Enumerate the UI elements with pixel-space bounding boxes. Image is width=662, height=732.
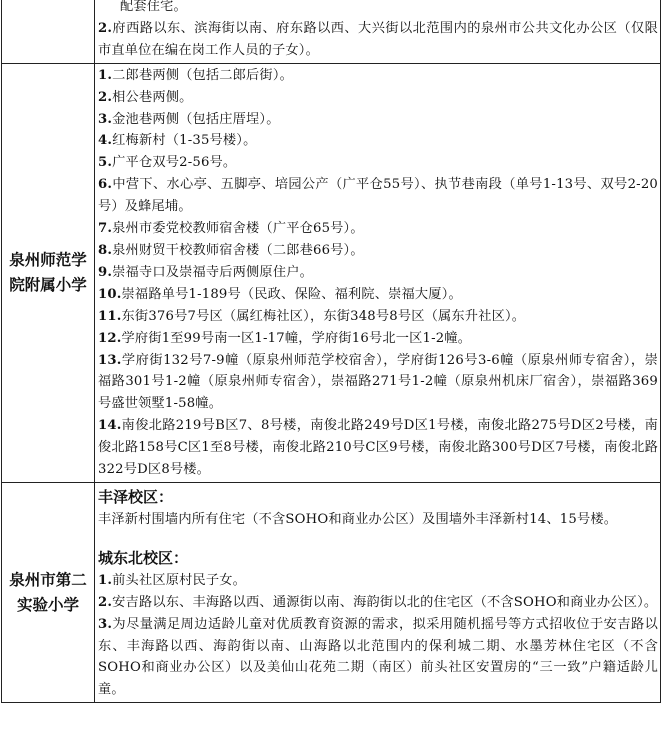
table-row — [2, 0, 661, 63]
campus-title: 丰泽校区： — [98, 487, 174, 506]
list-item: 12.学府街1至99号南一区1-17幢，学府街16号北一区1-2幢。 — [98, 330, 472, 346]
school-name: 泉州市第二实验小学 — [9, 570, 87, 614]
list-item: 14.南俊北路219号B区7、8号楼，南俊北路249号D区1号楼，南俊北路275号D区2号楼，南俊北路158号C区1至8号楼，南俊北路210号C区9号楼，南俊北路300号D区7号楼，南俊北路322号D区8号楼。 — [98, 418, 658, 478]
list-item: 13.学府街132号7-9幢（原泉州师范学校宿舍），学府街126号3-6幢（原泉州师专宿舍），崇福路301号1-2幢（原泉州师专宿舍），崇福路271号1-2幢（原泉州机床厂宿舍），崇福路369号盛世领墅1-58幢。 — [98, 352, 658, 412]
list-item: 1.前头社区原村民子女。 — [98, 572, 247, 588]
list-item: 3.为尽量满足周边适龄儿童对优质教育资源的需求，拟采用随机摇号等方式招收位于安吉路以东、丰海路以西、海韵街以南、山海路以北范围内的保利城二期、水墨芳林住宅区（不含SOHO和商业办公区）以及美仙山花苑二期（南区）前头社区安置房的“三一致”户籍适龄儿童。 — [98, 616, 658, 698]
area-list-cell — [95, 0, 661, 63]
area-list-cell — [95, 482, 661, 702]
spacer — [98, 531, 658, 545]
list-item: 2.安吉路以东、丰海路以西、通源街以南、海韵街以北的住宅区（不含SOHO和商业办公区）。 — [98, 594, 658, 610]
list-item: 10.崇福路单号1-189号（民政、保险、福利院、崇福大厦）。 — [98, 286, 462, 302]
school-name-cell — [2, 0, 95, 63]
list-item: 1.二郎巷两侧（包括二郎后街）。 — [98, 67, 293, 83]
list-item: 7.泉州市委党校教师宿舍楼（广平仓65号）。 — [98, 221, 364, 237]
list-item: 6.中营下、水心亭、五脚亭、培园公产（广平仓55号）、执节巷南段（单号1-13号、双号2-20号）及蜂尾埔。 — [98, 177, 658, 215]
list-item: 丰泽新村围墙内所有住宅（不含SOHO和商业办公区）及围墙外丰泽新村14、15号楼。 — [98, 511, 618, 527]
school-zone-table — [1, 0, 661, 703]
list-item: 配套住宅。 — [120, 0, 187, 14]
list-item: 4.红梅新村（1-35号楼）。 — [98, 133, 257, 149]
list-item: 3.金池巷两侧（包括庄厝埕）。 — [98, 111, 280, 127]
list-item: 11.东街376号7号区（属红梅社区），东街348号8号区（属东升社区）。 — [98, 308, 526, 324]
table-row — [2, 482, 661, 702]
list-item: 5.广平仓双号2-56号。 — [98, 155, 237, 171]
list-item: 9.崇福寺口及崇福寺后两侧原住户。 — [98, 264, 313, 280]
school-name: 泉州师范学院附属小学 — [9, 250, 87, 294]
school-name-cell — [2, 63, 95, 482]
table-row — [2, 63, 661, 482]
list-item: 8.泉州财贸干校教师宿舍楼（二郎巷66号）。 — [98, 242, 364, 258]
list-item: 2.府西路以东、滨海街以南、府东路以西、大兴街以北范围内的泉州市公共文化办公区（仅限市直单位在编在岗工作人员的子女）。 — [98, 20, 658, 58]
school-name-cell — [2, 482, 95, 702]
list-item: 2.相公巷两侧。 — [98, 89, 193, 105]
area-list-cell — [95, 63, 661, 482]
campus-title: 城东北校区： — [98, 548, 189, 567]
